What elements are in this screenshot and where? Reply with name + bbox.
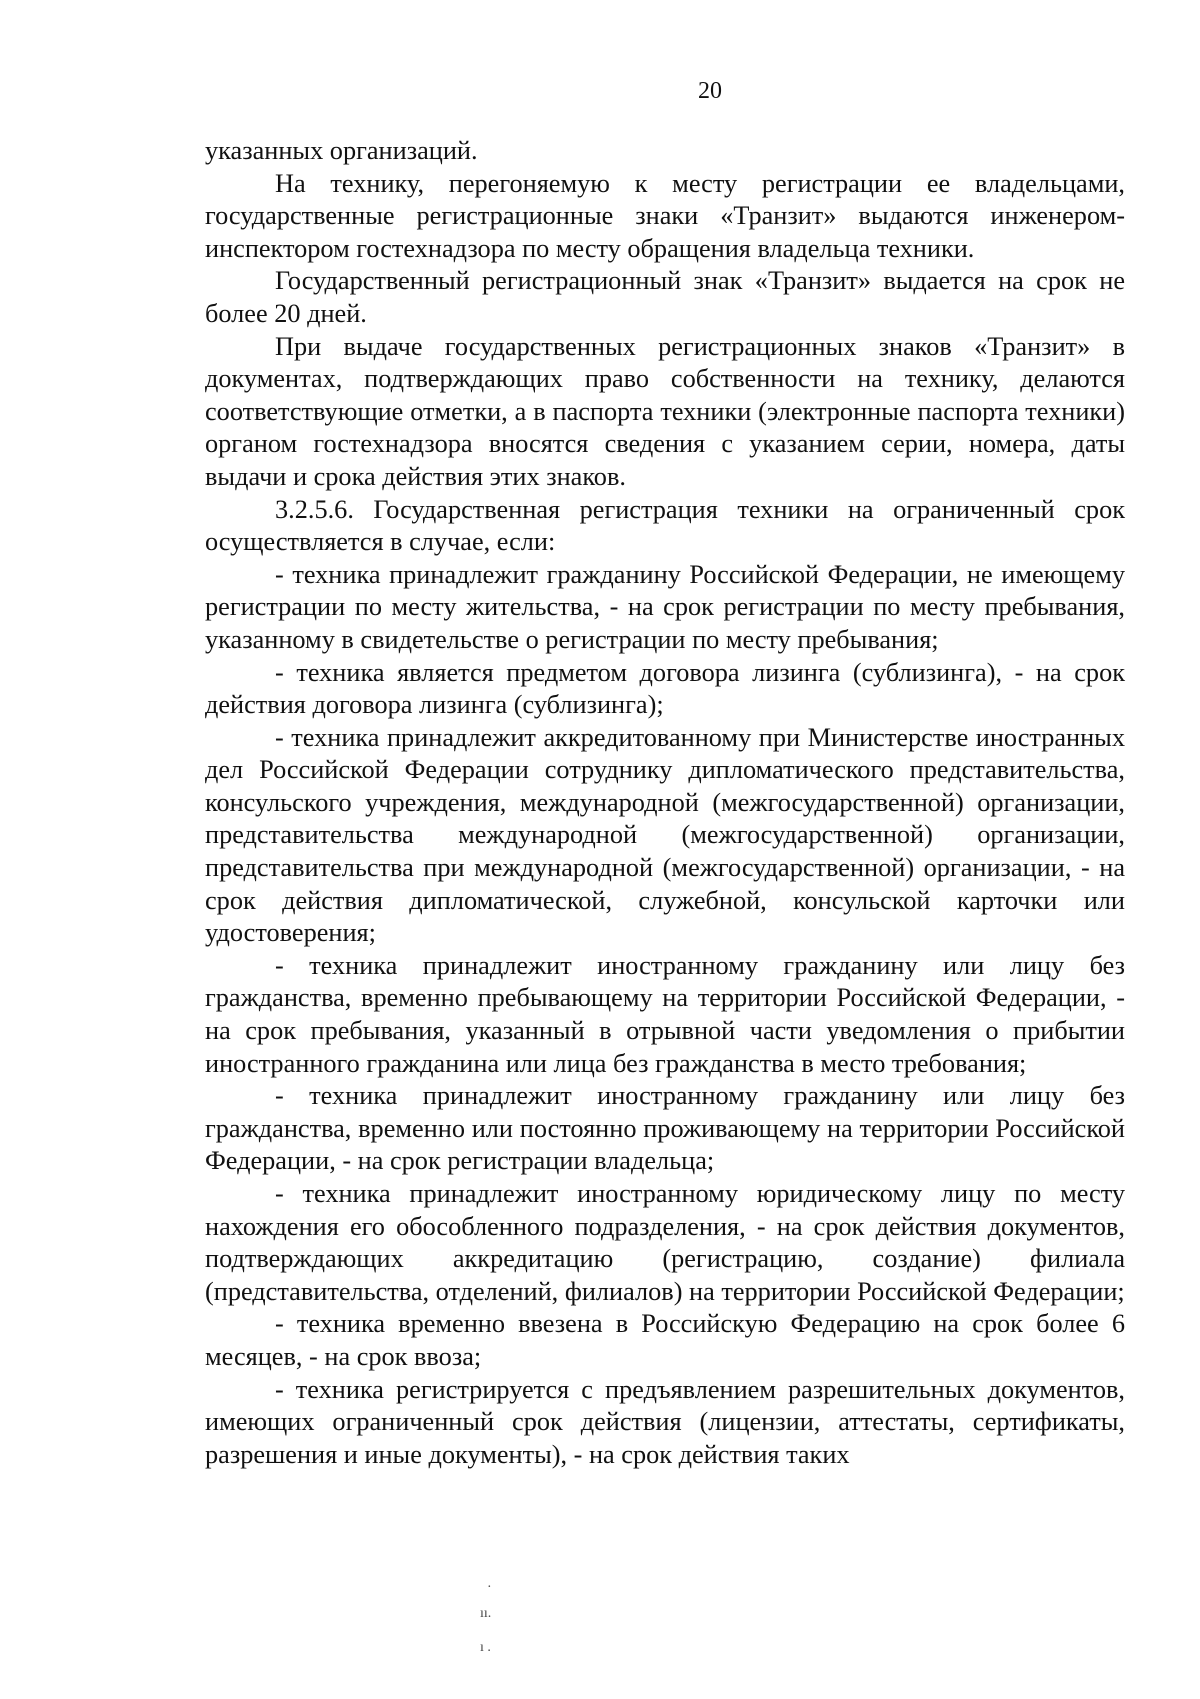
list-item: - техника регистрируется с предъявлением разрешительных документов, имеющих ограниченный срок действия (лицензии, аттестаты, сертификаты, разрешения и иные документы), - на срок действия таких bbox=[205, 1374, 1125, 1469]
list-item: - техника принадлежит иностранному юридическому лицу по месту нахождения его обособленного подразделения, - на срок действия документов, подтверждающих аккредитацию (регистрацию, создание) филиала (представительства, отделений, филиалов) на территории Российской Федерации; bbox=[205, 1179, 1125, 1306]
list-item: - техника принадлежит иностранному гражданину или лицу без гражданства, временно или постоянно проживающему на территории Российской Федерации, - на срок регистрации владельца; bbox=[205, 1081, 1125, 1176]
list-item: - техника принадлежит иностранному гражданину или лицу без гражданства, временно пребывающему на территории Российской Федерации, - на срок пребывания, указанный в отрывной части уведомления о прибытии иностранного гражданина или лица без гражданства в место требования; bbox=[205, 950, 1125, 1078]
paragraph: На технику, перегоняемую к месту регистрации ее владельцами, государственные регистрационные знаки «Транзит» выдаются инженером-инспектором гостехнадзора по месту обращения владельца техники. bbox=[205, 168, 1125, 263]
list-item: - техника временно ввезена в Российскую Федерацию на срок более 6 месяцев, - на срок ввоза; bbox=[205, 1309, 1125, 1371]
paragraph: указанных организаций. bbox=[205, 136, 478, 165]
scan-artifact: · bbox=[487, 1580, 492, 1595]
scan-artifact: ıı. bbox=[480, 1606, 492, 1621]
list-item: - техника является предметом договора лизинга (сублизинга), - на срок действия договора лизинга (сублизинга); bbox=[205, 657, 1125, 720]
paragraph: При выдаче государственных регистрационных знаков «Транзит» в документах, подтверждающих право собственности на технику, делаются соответствующие отметки, а в паспорта техники (электронные паспорта техники) органом гостехнадзора вносятся сведения с указанием серии, номера, даты выдачи и срока действия этих знаков. bbox=[205, 331, 1125, 491]
page-number: 20 bbox=[698, 78, 722, 104]
scan-artifact: ı . bbox=[480, 1640, 491, 1655]
document-body bbox=[205, 135, 1125, 1471]
paragraph: Государственный регистрационный знак «Транзит» выдается на срок не более 20 дней. bbox=[205, 266, 1125, 328]
paragraph: 3.2.5.6. Государственная регистрация техники на ограниченный срок осуществляется в случае, если: bbox=[205, 494, 1125, 557]
list-item: - техника принадлежит аккредитованному при Министерстве иностранных дел Российской Федерации сотруднику дипломатического представительства, консульского учреждения, международной (межгосударственной) организации, представительства международной (межгосударственной) организации, представительства при международной (межгосударственной) организации, - на срок действия дипломатической, служебной, консульской карточки или удостоверения; bbox=[205, 722, 1125, 948]
list-item: - техника принадлежит гражданину Российской Федерации, не имеющему регистрации по месту жительства, - на срок регистрации по месту пребывания, указанному в свидетельстве о регистрации по месту пребывания; bbox=[205, 559, 1125, 654]
